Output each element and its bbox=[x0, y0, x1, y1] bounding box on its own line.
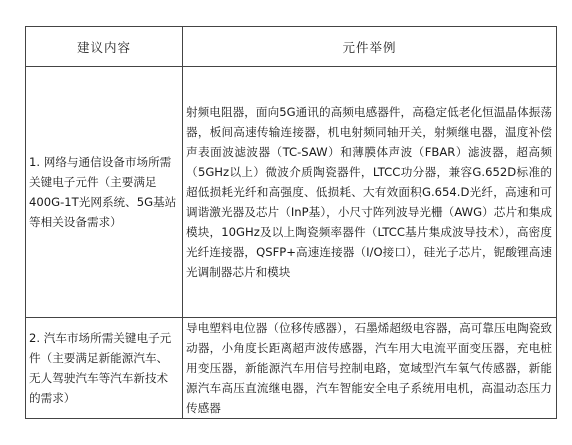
row-content-automotive: 2. 汽车市场所需关键电子元件（主要满足新能源汽车、无人驾驶汽车等汽车新技术的需求） bbox=[26, 318, 183, 419]
table-row bbox=[26, 318, 557, 419]
header-suggestion-content: 建议内容 bbox=[26, 27, 183, 67]
table-header-row bbox=[26, 27, 557, 67]
row-examples-network: 射频电阻器，面向5G通讯的高频电感器件，高稳定低老化恒温晶体振荡器，板间高速传输连接器，机电射频同轴开关，射频继电器，温度补偿声表面波滤波器（TC-SAW）和薄膜体声波（FBAR）滤波器，超高频（5GHz以上）微波介质陶瓷器件，LTCC功分器，兼容G.652D标准的超低损耗光纤和高强度、低损耗、大有效面积G.654.D光纤，高速和可调谐激光器及芯片（InP基），小尺寸阵列波导光栅（AWG）芯片和集成模块，10GHz及以上陶瓷频率器件（LTCC基片集成波导技术），高密度光纤连接器，QSFP+高速连接器（I/O接口），硅光子芯片，铌酸锂高速光调制器芯片和模块 bbox=[183, 67, 557, 318]
row-content-network: 1. 网络与通信设备市场所需关键电子元件（主要满足400G-1T光网系统、5G基站等相关设备需求） bbox=[26, 67, 183, 318]
table-row bbox=[26, 67, 557, 318]
header-component-examples: 元件举例 bbox=[183, 27, 557, 67]
row-examples-automotive: 导电塑料电位器（位移传感器），石墨烯超级电容器，高可靠压电陶瓷致动器，小角度长距离超声波传感器，汽车用大电流平面变压器，充电桩用变压器，新能源汽车用信号控制电路，宽域型汽车氧气传感器，新能源汽车高压直流继电器，汽车智能安全电子系统用电机，高温动态压力传感器 bbox=[183, 318, 557, 419]
component-table bbox=[25, 26, 557, 419]
